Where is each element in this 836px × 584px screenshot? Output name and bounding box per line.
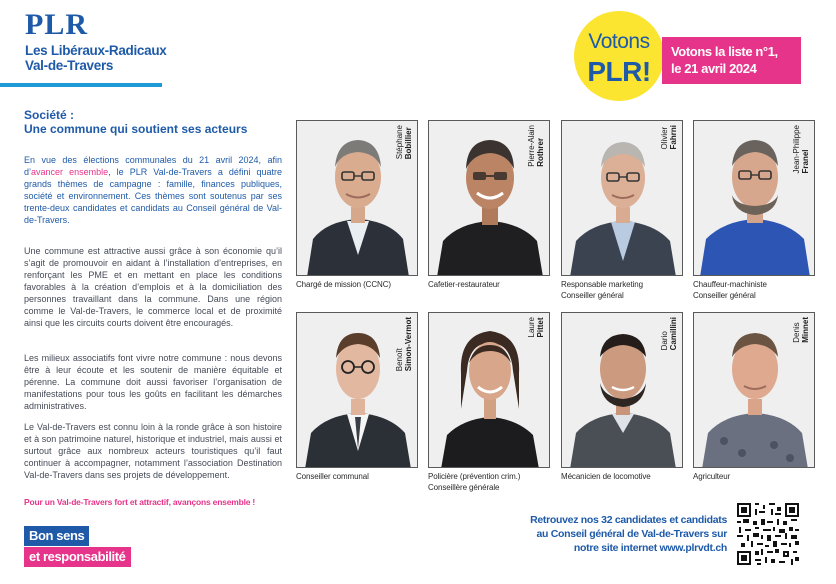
candidate-name <box>660 125 678 149</box>
intro-highlight: avancer ensemble <box>31 167 109 177</box>
candidate-name <box>792 317 810 343</box>
article-title <box>24 108 294 136</box>
intro-paragraph <box>24 154 282 226</box>
candidate-card <box>428 120 553 290</box>
candidate-last-name: Bobillier <box>404 127 413 160</box>
candidate-first-name: Olivier <box>660 126 669 150</box>
candidate-last-name: Pittet <box>536 317 545 338</box>
associations-paragraph: Les milieux associatifs font vivre notre commune : nous devons être à leur écoute et les soutenir de manière équitable et pérenne. La commune doit aussi favoriser l’organisation de manifestations pour tous les goûts en facilitant les démarches administratives. <box>24 353 282 411</box>
candidate-card <box>561 120 686 301</box>
candidate-first-name: Benoît <box>395 348 404 372</box>
candidate-card <box>428 312 553 493</box>
qr-code-icon[interactable] <box>737 503 799 565</box>
slogan-tag-1: Bon sens <box>24 526 89 546</box>
candidate-last-name: Camillini <box>669 317 678 351</box>
candidate-role-secondary: Conseillère générale <box>428 483 500 492</box>
candidate-name <box>527 125 545 167</box>
candidate-photo <box>561 120 683 276</box>
candidate-first-name: Denis <box>792 322 801 343</box>
candidate-photo <box>296 312 418 468</box>
candidate-card <box>296 120 421 290</box>
candidate-role: Mécanicien de locomotive <box>561 472 651 481</box>
candidate-photo <box>428 312 550 468</box>
candidate-role: Responsable marketing <box>561 280 643 289</box>
slogan-tag-2: et responsabilité <box>24 547 131 567</box>
candidate-first-name: Dario <box>660 331 669 351</box>
candidate-name <box>395 317 413 371</box>
logo-line-2: Val-de-Travers <box>25 58 114 73</box>
candidate-role-secondary: Conseiller général <box>561 291 624 300</box>
circle-line-1: Votons <box>588 30 650 53</box>
banner-line-1: Votons la liste n°1, <box>671 44 778 59</box>
title-line-1: Société : <box>24 108 75 122</box>
candidate-photo <box>693 120 815 276</box>
candidate-last-name: Rothrer <box>536 137 545 167</box>
economy-paragraph: Une commune est attractive aussi grâce à son économie qu’il s’agit de promouvoir en aidant à l’installation d’entreprises, en renforçant les PME et en mettant en place les conditions favorables à la création d’emplois et à la domiciliation des personnes travaillant dans la commune. Dans une région comme le Val-de-Travers, le commerce local et de proximité ainsi que les circuits courts doivent être encouragés. <box>24 246 282 328</box>
candidate-card <box>693 312 818 482</box>
closing-slogan: Pour un Val-de-Travers fort et attractif, avançons ensemble ! <box>24 497 256 507</box>
candidate-last-name: Minnet <box>801 317 810 343</box>
candidate-last-name: Fahrni <box>669 125 678 150</box>
candidate-role: Chauffeur-machiniste <box>693 280 767 289</box>
tourism-paragraph: Le Val-de-Travers est connu loin à la ronde grâce à son histoire et à son patrimoine naturel, historique et industriel, mais aussi et surtout grâce aux nombreux acteurs touristiques qu’il faut continuer à accompagner, notamment l’association Destination Val-de-Travers dans ses projets de développement. <box>24 422 282 480</box>
candidate-role: Policière (prévention crim.) <box>428 472 521 481</box>
votons-banner <box>662 37 801 84</box>
footer-line-1: Retrouvez nos 32 candidates et candidats <box>530 514 727 526</box>
footer-line-2: au Conseil général de Val-de-Travers sur <box>536 528 727 540</box>
candidate-last-name: Simon-Vermot <box>404 317 413 372</box>
candidate-photo <box>428 120 550 276</box>
candidate-card <box>693 120 818 301</box>
candidate-role-secondary: Conseiller général <box>693 291 756 300</box>
candidate-photo <box>693 312 815 468</box>
plr-logo <box>25 10 167 73</box>
logo-line-1: Les Libéraux-Radicaux <box>25 43 167 58</box>
candidate-first-name: Stéphane <box>395 125 404 160</box>
candidate-name <box>660 317 678 350</box>
candidate-first-name: Pierre-Alain <box>527 125 536 167</box>
logo-divider <box>0 83 162 87</box>
circle-line-2: PLR! <box>587 56 651 87</box>
candidate-role: Agriculteur <box>693 472 731 481</box>
candidate-photo <box>561 312 683 468</box>
candidate-role: Cafetier-restaurateur <box>428 280 500 289</box>
candidate-role: Conseiller communal <box>296 472 369 481</box>
intro-text-2: , le PLR Val-de-Travers a défini quatre grands thèmes de campagne : famille, finances publiques, société et environnement. Ces thèmes sont soutenus par ses trente-deux candidates et candidats au Conseil général de Val-de-Travers. <box>24 167 283 225</box>
title-line-2: Une commune qui soutient ses acteurs <box>24 122 248 136</box>
candidate-first-name: Jean-Philippe <box>792 125 801 174</box>
footer-line-3: notre site internet www.plrvdt.ch <box>573 542 727 554</box>
candidate-last-name: Franel <box>801 149 810 174</box>
candidate-photo <box>296 120 418 276</box>
votons-circle <box>574 11 664 101</box>
candidate-card <box>296 312 421 482</box>
banner-line-2: le 21 avril 2024 <box>671 61 757 76</box>
candidate-first-name: Laure <box>527 317 536 338</box>
candidate-name <box>792 125 810 173</box>
candidate-card <box>561 312 686 482</box>
logo-acronym: PLR <box>25 8 88 41</box>
candidate-role: Chargé de mission (CCNC) <box>296 280 391 289</box>
candidate-name <box>395 125 413 159</box>
candidate-name <box>527 317 545 337</box>
website-callout <box>512 513 727 555</box>
intro-text-1: En vue des élections communales du 21 avril 2024, afin d’ <box>24 155 282 177</box>
